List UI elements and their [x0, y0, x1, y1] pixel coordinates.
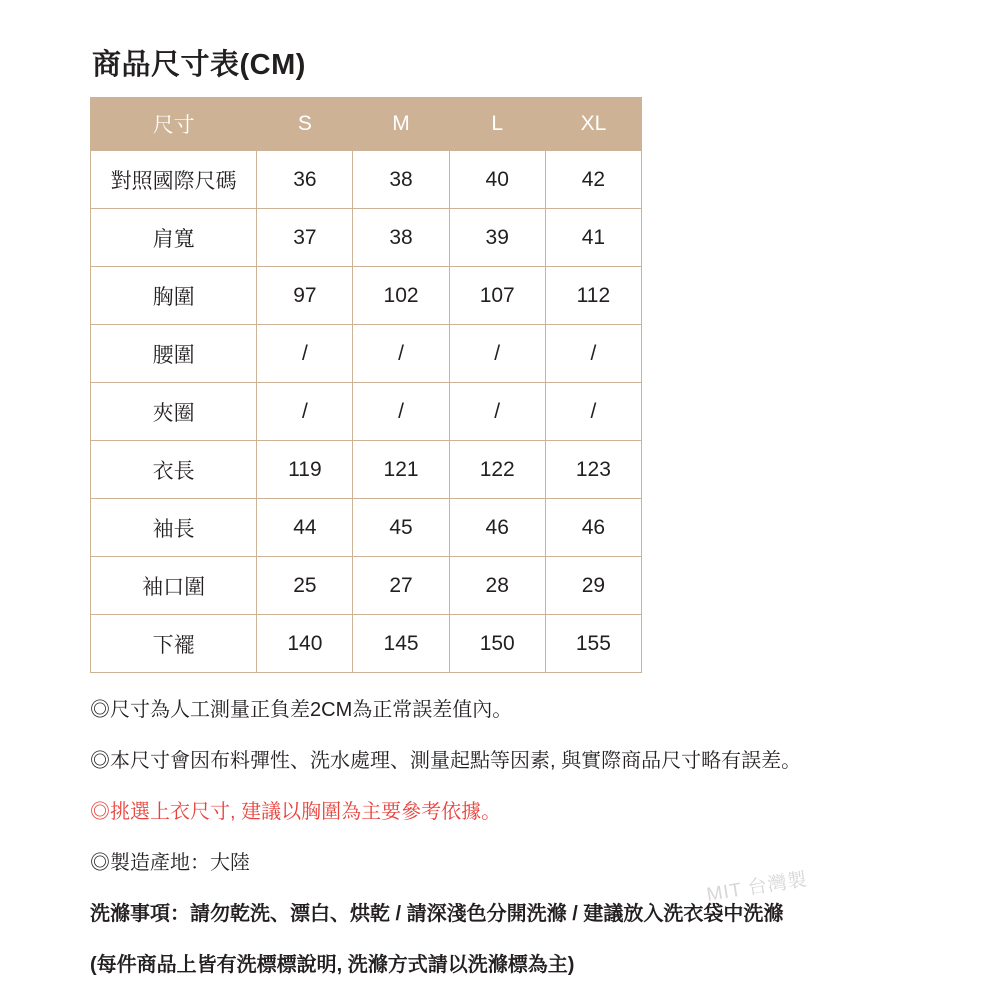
cell-value: /: [353, 383, 449, 441]
cell-value: 41: [545, 209, 641, 267]
table-header-row: [91, 98, 642, 151]
table-row: [91, 499, 642, 557]
table-row: [91, 325, 642, 383]
cell-value: /: [257, 383, 353, 441]
row-label: 袖長: [91, 499, 257, 557]
row-label: 胸圍: [91, 267, 257, 325]
cell-value: 37: [257, 209, 353, 267]
size-table: [90, 97, 642, 673]
cell-value: 29: [545, 557, 641, 615]
table-row: [91, 441, 642, 499]
cell-value: 45: [353, 499, 449, 557]
cell-value: /: [449, 325, 545, 383]
cell-value: 97: [257, 267, 353, 325]
table-row: [91, 383, 642, 441]
cell-value: 40: [449, 151, 545, 209]
cell-value: 140: [257, 615, 353, 673]
cell-value: 39: [449, 209, 545, 267]
table-row: [91, 209, 642, 267]
cell-value: 155: [545, 615, 641, 673]
row-label: 腰圍: [91, 325, 257, 383]
note-washing-instructions: 洗滌事項：請勿乾洗、漂白、烘乾 / 請深淺色分開洗滌 / 建議放入洗衣袋中洗滌: [90, 903, 784, 925]
cell-value: 121: [353, 441, 449, 499]
column-header-l: L: [449, 98, 545, 151]
column-header-m: M: [353, 98, 449, 151]
cell-value: /: [257, 325, 353, 383]
row-label: 肩寬: [91, 209, 257, 267]
cell-value: 46: [545, 499, 641, 557]
cell-value: 123: [545, 441, 641, 499]
cell-value: 119: [257, 441, 353, 499]
cell-value: /: [545, 325, 641, 383]
cell-value: 44: [257, 499, 353, 557]
row-label: 下襬: [91, 615, 257, 673]
note-measurement-tolerance: ◎尺寸為人工測量正負差2CM為正常誤差值內。: [90, 699, 513, 721]
cell-value: 46: [449, 499, 545, 557]
column-header-size: 尺寸: [91, 98, 257, 151]
note-fabric-variance: ◎本尺寸會因布料彈性、洗水處理、測量起點等因素, 與實際商品尺寸略有誤差。: [90, 750, 802, 772]
table-row: [91, 151, 642, 209]
cell-value: 112: [545, 267, 641, 325]
cell-value: 36: [257, 151, 353, 209]
table-row: [91, 267, 642, 325]
size-table-body: [91, 151, 642, 673]
column-header-s: S: [257, 98, 353, 151]
row-label: 對照國際尺碼: [91, 151, 257, 209]
note-origin: ◎製造產地：大陸: [90, 852, 250, 874]
cell-value: /: [449, 383, 545, 441]
cell-value: /: [545, 383, 641, 441]
table-row: [91, 615, 642, 673]
cell-value: 42: [545, 151, 641, 209]
note-bust-reference: ◎挑選上衣尺寸, 建議以胸圍為主要參考依據。: [90, 801, 502, 823]
cell-value: 107: [449, 267, 545, 325]
cell-value: 150: [449, 615, 545, 673]
size-table-header: [91, 98, 642, 151]
cell-value: 102: [353, 267, 449, 325]
watermark-text: MIT 台灣製: [705, 869, 809, 906]
table-row: [91, 557, 642, 615]
cell-value: 38: [353, 151, 449, 209]
cell-value: 38: [353, 209, 449, 267]
notes-section: [90, 695, 916, 981]
page-title: 商品尺寸表(CM): [92, 49, 306, 81]
cell-value: 27: [353, 557, 449, 615]
row-label: 夾圈: [91, 383, 257, 441]
cell-value: 25: [257, 557, 353, 615]
cell-value: /: [353, 325, 449, 383]
row-label: 袖口圍: [91, 557, 257, 615]
column-header-xl: XL: [545, 98, 641, 151]
cell-value: 145: [353, 615, 449, 673]
cell-value: 28: [449, 557, 545, 615]
cell-value: 122: [449, 441, 545, 499]
row-label: 衣長: [91, 441, 257, 499]
note-care-label: (每件商品上皆有洗標標說明, 洗滌方式請以洗滌標為主): [90, 954, 575, 976]
